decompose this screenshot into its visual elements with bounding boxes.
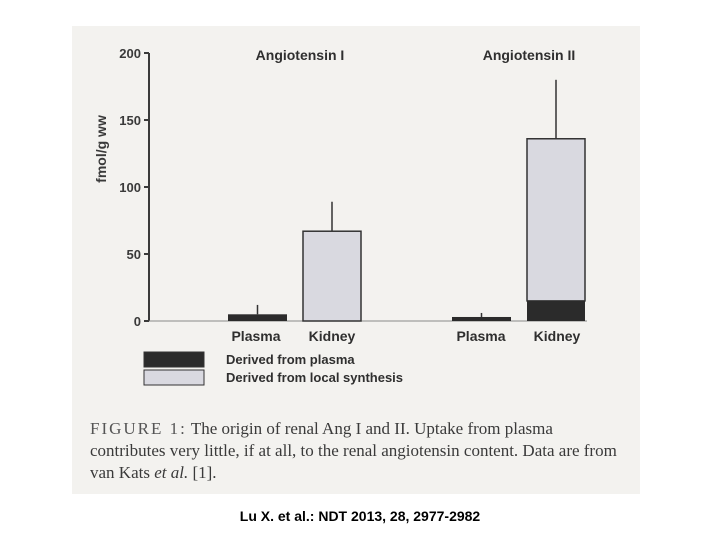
caption-et-al: et al.	[154, 463, 189, 482]
legend-label: Derived from local synthesis	[226, 370, 404, 385]
caption-text: The origin of renal Ang I and II. Uptake from plasma contributes very little, if at all, to the renal angiotensin content. Data are from van Kats	[90, 419, 617, 482]
y-tick-label: 150	[119, 113, 141, 128]
y-axis-label: fmol/g ww	[93, 115, 109, 183]
figure-scan	[72, 26, 640, 494]
panel-title: Angiotensin II	[482, 47, 576, 63]
bar-local-synthesis	[303, 231, 361, 321]
legend-swatch	[144, 352, 204, 367]
category-label: Kidney	[533, 328, 581, 344]
y-tick-label: 100	[119, 180, 141, 195]
category-label: Plasma	[231, 328, 281, 344]
caption-ref: [1].	[188, 463, 217, 482]
category-label: Plasma	[456, 328, 506, 344]
y-tick-label: 50	[126, 247, 141, 262]
panel-title: Angiotensin I	[255, 47, 345, 63]
figure-caption	[90, 418, 630, 484]
bar-derived-plasma	[452, 317, 511, 321]
legend-swatch	[144, 370, 204, 385]
bar-local-synthesis	[527, 139, 585, 301]
category-label: Kidney	[308, 328, 356, 344]
citation: Lu X. et al.: NDT 2013, 28, 2977-2982	[239, 508, 481, 524]
bar-derived-plasma	[527, 301, 585, 321]
caption-figure-label: FIGURE 1:	[90, 419, 187, 438]
y-tick-label: 200	[119, 46, 141, 61]
legend-label: Derived from plasma	[226, 352, 355, 367]
y-tick-label: 0	[133, 314, 141, 329]
bar-derived-plasma	[228, 314, 287, 321]
